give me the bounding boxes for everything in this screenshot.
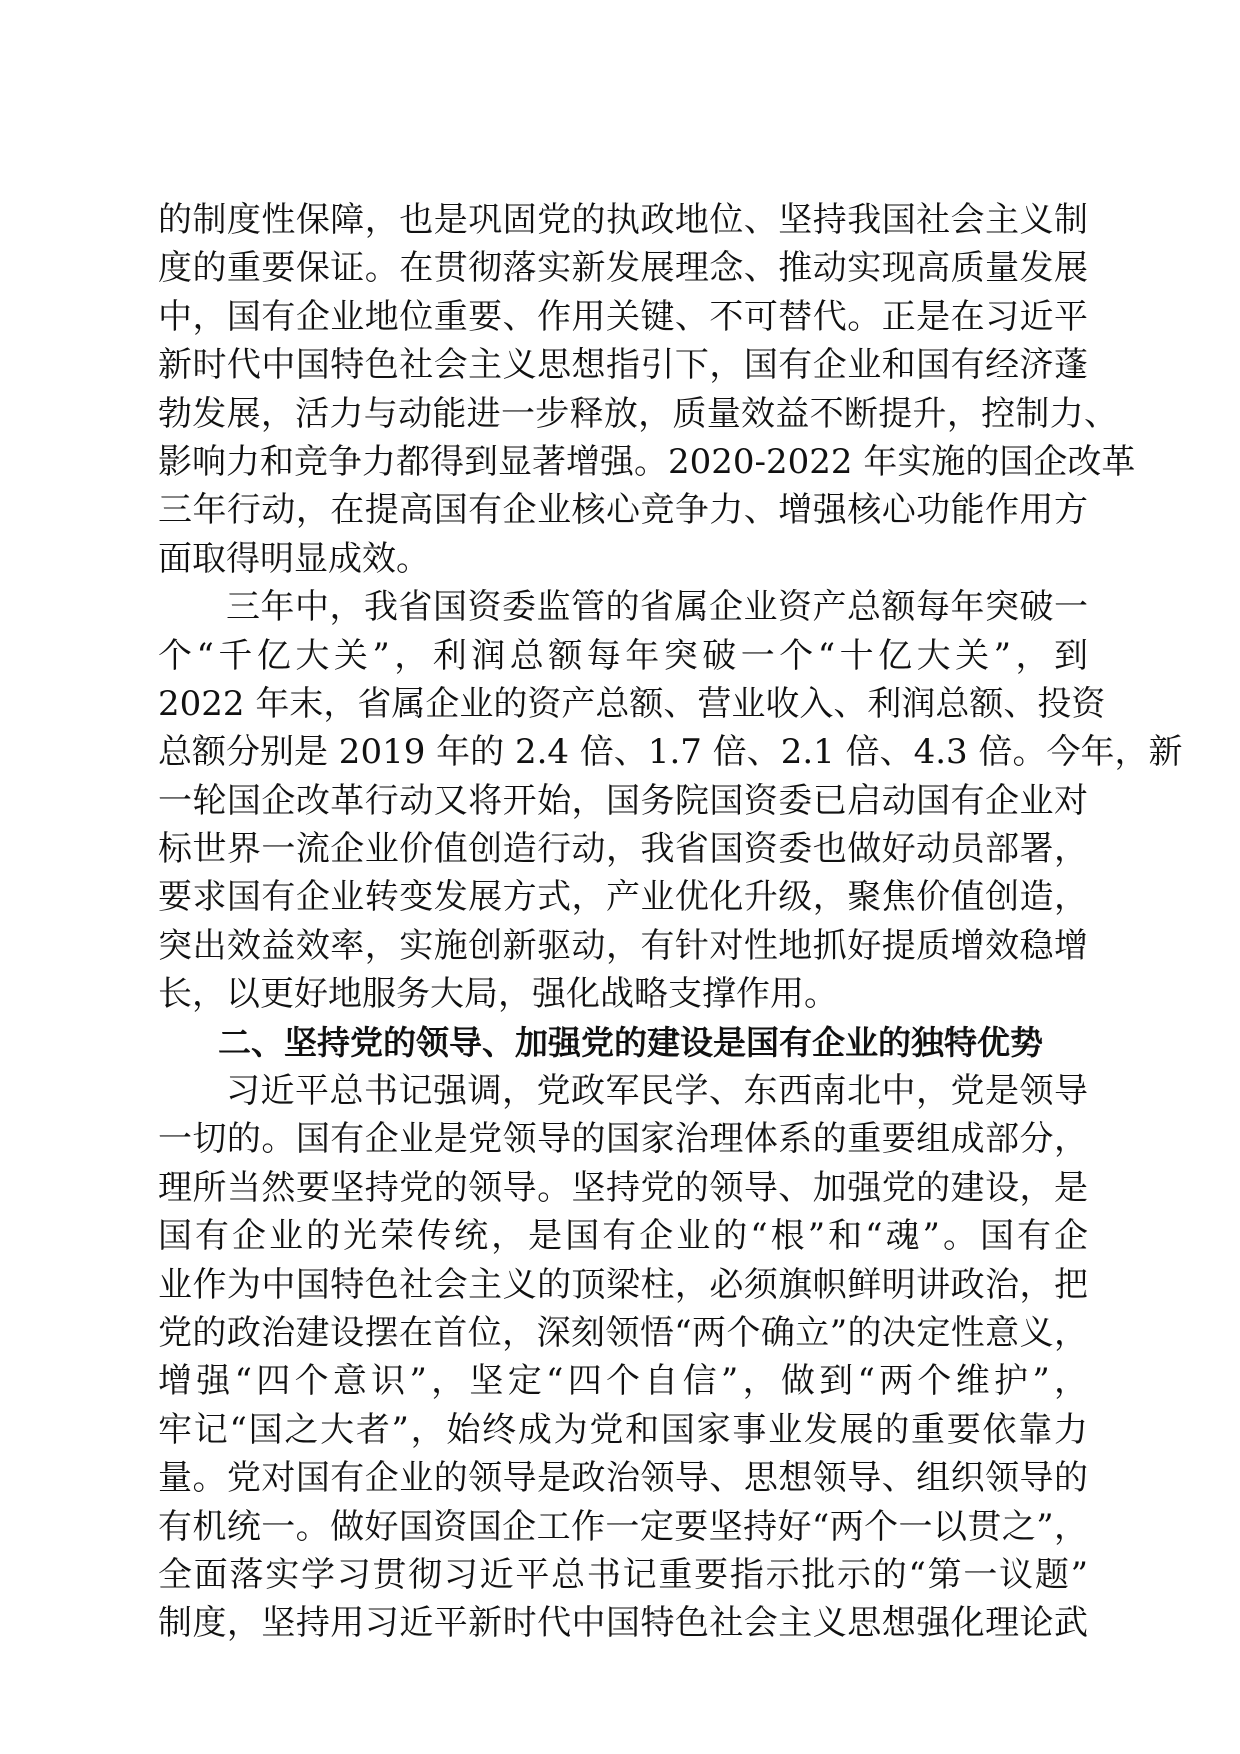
text-line: 党的政治建设摆在首位，深刻领悟“两个确立”的决定性意义， — [158, 1312, 1088, 1353]
text-line: 标世界一流企业价值创造行动，我省国资委也做好动员部署， — [158, 829, 1088, 870]
text-line: 2022 年末，省属企业的资产总额、营业收入、利润总额、投资 — [158, 683, 1106, 724]
paragraph-first-line: 三年中，我省国资委监管的省属企业资产总额每年突破一 — [226, 587, 1088, 628]
text-line: 理所当然要坚持党的领导。坚持党的领导、加强党的建设，是 — [158, 1167, 1088, 1208]
text-line: 业作为中国特色社会主义的顶梁柱，必须旗帜鲜明讲政治，把 — [158, 1264, 1088, 1305]
text-line: 制度，坚持用习近平新时代中国特色社会主义思想强化理论武 — [158, 1603, 1088, 1644]
text-line: 量。党对国有企业的领导是政治领导、思想领导、组织领导的 — [158, 1458, 1088, 1499]
paragraph-first-line: 习近平总书记强调，党政军民学、东西南北中，党是领导 — [226, 1071, 1088, 1112]
text-line: 个“千亿大关”，利润总额每年突破一个“十亿大关”，到 — [158, 635, 1088, 676]
text-line: 牢记“国之大者”，始终成为党和国家事业发展的重要依靠力 — [158, 1409, 1088, 1450]
text-line: 新时代中国特色社会主义思想指引下，国有企业和国有经济蓬 — [158, 345, 1088, 386]
text-line: 增强“四个意识”，坚定“四个自信”，做到“两个维护”， — [158, 1361, 1088, 1402]
text-line: 国有企业的光荣传统，是国有企业的“根”和“魂”。国有企 — [158, 1216, 1088, 1257]
text-line: 中，国有企业地位重要、作用关键、不可替代。正是在习近平 — [158, 296, 1088, 337]
text-line: 长，以更好地服务大局，强化战略支撑作用。 — [158, 974, 838, 1015]
text-line: 要求国有企业转变发展方式，产业优化升级，聚焦价值创造， — [158, 877, 1088, 918]
text-line: 一切的。国有企业是党领导的国家治理体系的重要组成部分， — [158, 1119, 1088, 1160]
text-line: 度的重要保证。在贯彻落实新发展理念、推动实现高质量发展 — [158, 248, 1088, 289]
section-heading: 二、坚持党的领导、加强党的建设是国有企业的独特优势 — [218, 1022, 1043, 1062]
text-line: 总额分别是 2019 年的 2.4 倍、1.7 倍、2.1 倍、4.3 倍。今年，新 — [158, 732, 1183, 773]
text-line: 勃发展，活力与动能进一步释放，质量效益不断提升，控制力、 — [158, 393, 1118, 434]
text-line: 全面落实学习贯彻习近平总书记重要指示批示的“第一议题” — [158, 1554, 1088, 1595]
text-line: 有机统一。做好国资国企工作一定要坚持好“两个一以贯之”， — [158, 1506, 1088, 1547]
text-line: 三年行动，在提高国有企业核心竞争力、增强核心功能作用方 — [158, 490, 1088, 531]
text-line: 面取得明显成效。 — [158, 538, 430, 579]
text-line: 影响力和竞争力都得到显著增强。2020-2022 年实施的国企改革 — [158, 441, 1136, 482]
text-line: 突出效益效率，实施创新驱动，有针对性地抓好提质增效稳增 — [158, 925, 1088, 966]
text-line: 一轮国企改革行动又将开始，国务院国资委已启动国有企业对 — [158, 780, 1088, 821]
text-line: 的制度性保障，也是巩固党的执政地位、坚持我国社会主义制 — [158, 200, 1088, 240]
body-text — [158, 196, 1183, 1648]
